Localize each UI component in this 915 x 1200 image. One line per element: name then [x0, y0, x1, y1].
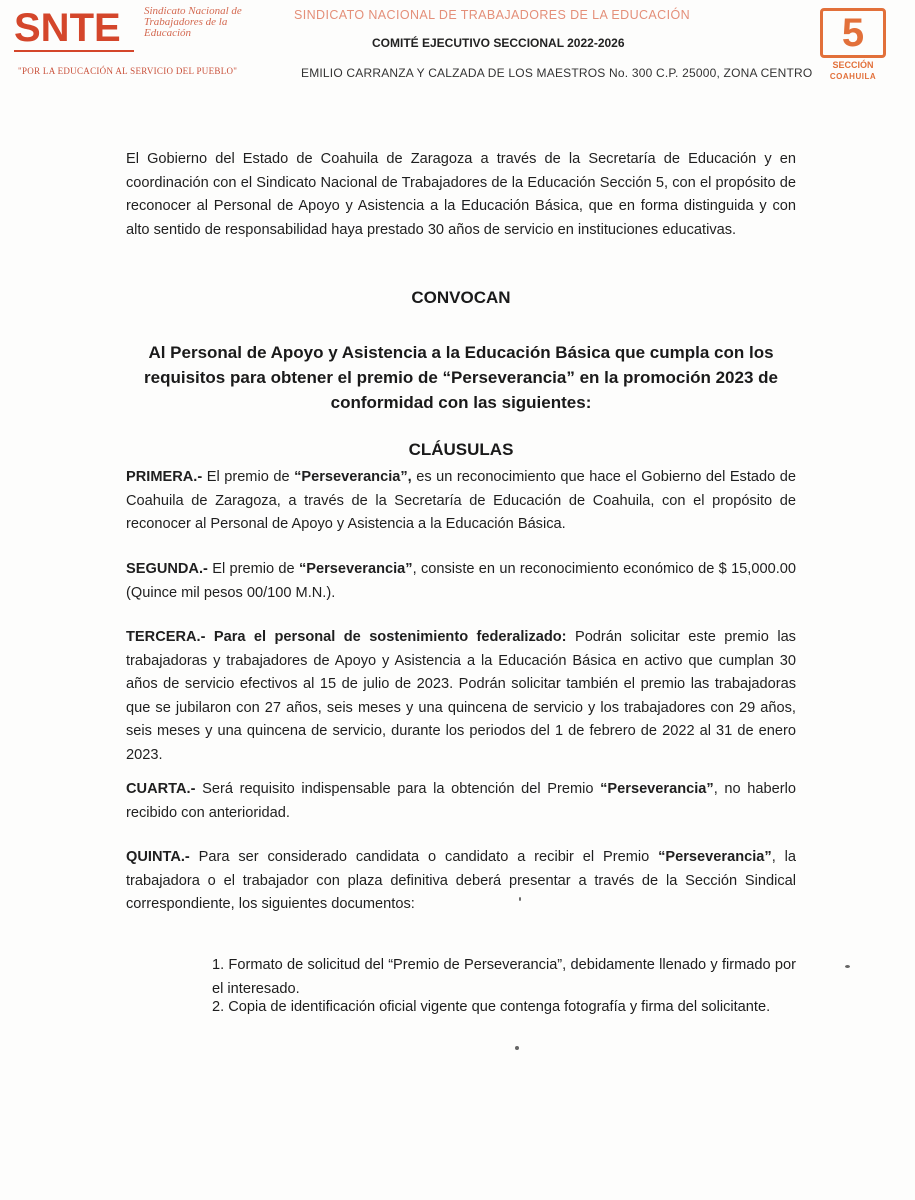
snte-logo: SNTE	[14, 6, 121, 50]
convocan-heading: CONVOCAN	[411, 288, 511, 307]
address: EMILIO CARRANZA Y CALZADA DE LOS MAESTROS No. 300 C.P. 25000, ZONA CENTRO	[301, 66, 813, 80]
clause-text: Para ser considerado candidata o candidato a recibir el Premio	[189, 849, 659, 865]
section-badge	[820, 8, 884, 88]
clause-text: Podrán solicitar este premio las trabajadoras y trabajadores de Apoyo y Asistencia a la Educación Básica en activo que cumplan 30 años de servicio efectivos al 15 de julio de 2023. Podrán solicitar también el premio las trabajadoras que se jubilaron con 27 años, seis meses y una quincena de servicio y los trabajadores con 29 años, seis meses y una quincena de servicio, durante los periodos del 1 de febrero de 2022 al 31 de enero 2023.	[126, 629, 796, 763]
section-number: 5	[820, 8, 886, 58]
clause-label: PRIMERA.-	[126, 469, 203, 485]
logo-subtitle: Sindicato Nacional de Trabajadores de la Educación	[144, 5, 242, 39]
clause-text: Será requisito indispensable para la obtención del Premio	[195, 781, 601, 797]
motto: "POR LA EDUCACIÓN AL SERVICIO DEL PUEBLO"	[18, 66, 238, 76]
committee-title: COMITÉ EJECUTIVO SECCIONAL 2022-2026	[372, 36, 625, 50]
clause-segunda	[126, 558, 796, 605]
section-label: SECCIÓN	[832, 60, 874, 70]
clause-label: SEGUNDA.-	[126, 561, 208, 577]
clause-primera	[126, 466, 796, 537]
clause-bold: “Perseverancia”	[298, 561, 413, 577]
clause-quinta	[126, 846, 796, 917]
clause-text: , la trabajadora o el trabajador con plaza definitiva deberá presentar a través de la Sección Sindical correspondiente, los siguientes documentos:	[126, 849, 796, 912]
clause-label: CUARTA.-	[126, 781, 196, 797]
clause-text: El premio de	[207, 561, 299, 577]
clause-cuarta	[126, 778, 796, 825]
section-state: COAHUILA	[829, 72, 877, 81]
clause-bold: “Perseverancia”,	[294, 469, 412, 485]
clause-text: es un reconocimiento que hace el Gobierno del Estado de Coahuila de Zaragoza, a través de la Secretaría de Educación de Coahuila, con el propósito de reconocer al Personal de Apoyo y Asistencia a la Educación Básica.	[126, 469, 797, 532]
document-item: 1. Formato de solicitud del “Premio de Perseverancia”, debidamente llenado y firmado por el interesado.	[212, 957, 796, 997]
scan-speck	[845, 965, 850, 968]
clause-bold: “Perseverancia”	[658, 849, 772, 865]
scan-speck	[519, 897, 521, 901]
clause-label: TERCERA.- Para el personal de sostenimiento federalizado:	[126, 629, 567, 645]
clause-label: QUINTA.-	[126, 849, 190, 865]
document-item: 2. Copia de identificación oficial vigente que contenga fotografía y firma del solicitante.	[212, 999, 771, 1015]
logo-underline	[14, 50, 134, 52]
clause-tercera	[126, 626, 796, 767]
organization-name: SINDICATO NACIONAL DE TRABAJADORES DE LA EDUCACIÓN	[294, 8, 691, 22]
clause-text: El premio de	[202, 469, 295, 485]
clause-text: , consiste en un reconocimiento económico de $ 15,000.00 (Quince mil pesos 00/100 M.N.).	[126, 561, 796, 601]
clause-text: , no haberlo recibido con anterioridad.	[126, 781, 796, 821]
scan-speck	[515, 1046, 519, 1050]
clausulas-heading: CLÁUSULAS	[408, 440, 514, 459]
clause-bold: “Perseverancia”	[600, 781, 714, 797]
call-subheading: Al Personal de Apoyo y Asistencia a la Educación Básica que cumpla con los requisitos para obtener el premio de “Perseverancia” en la promoción 2023 de conformidad con las siguientes:	[144, 343, 778, 412]
intro-paragraph: El Gobierno del Estado de Coahuila de Zaragoza a través de la Secretaría de Educación y en coordinación con el Sindicato Nacional de Trabajadores de la Educación Sección 5, con el propósito de reconocer al Personal de Apoyo y Asistencia a la Educación Básica, que en forma distinguida y con alto sentido de responsabilidad haya prestado 30 años de servicio en instituciones educativas.	[126, 151, 796, 238]
